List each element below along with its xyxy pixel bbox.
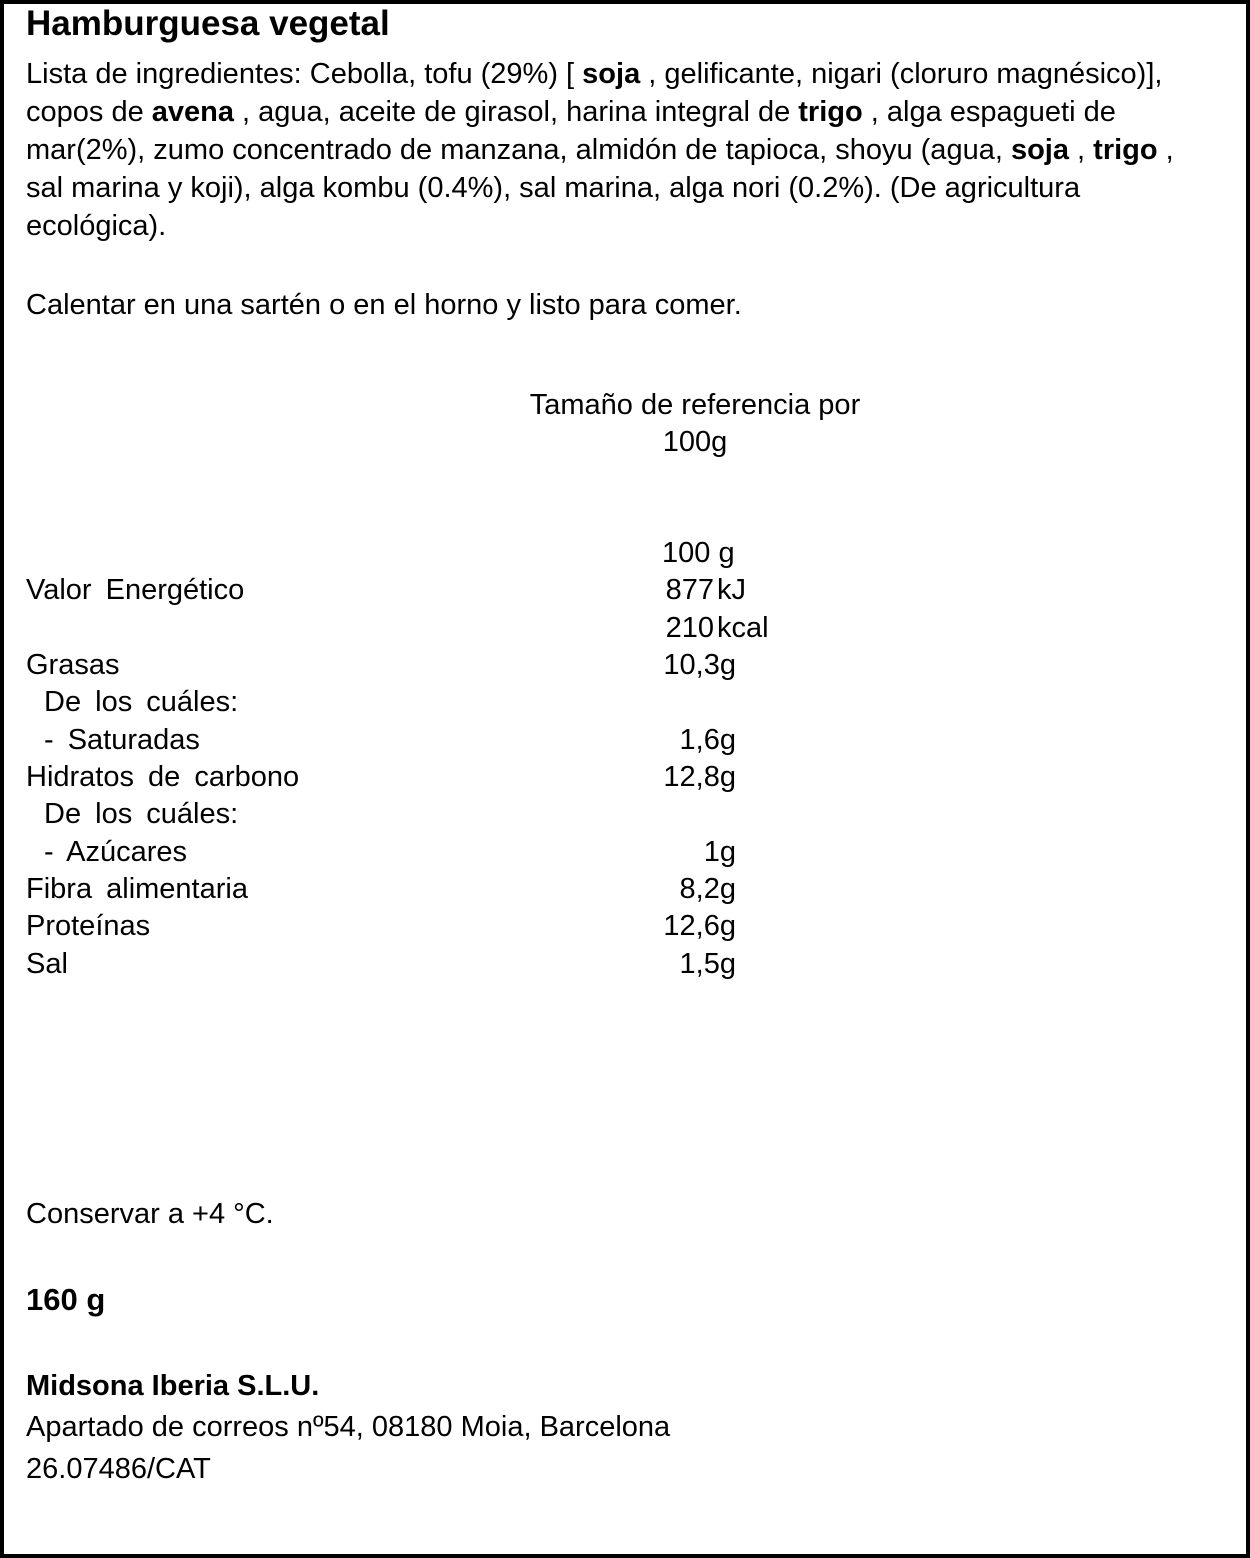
allergen-trigo: trigo (798, 96, 863, 128)
nutrition-label: - Azúcares (44, 836, 187, 868)
nutrition-label: - Saturadas (44, 724, 200, 756)
nutrition-value: 1,6g (679, 724, 736, 756)
nutrition-value: 12,8g (663, 761, 736, 793)
nutrition-value: 12,6g (663, 910, 736, 942)
nutrition-label: De los cuáles: (44, 798, 239, 830)
energy-kj-unit: kJ (717, 574, 746, 606)
nutrition-label-energy: Valor Energético (26, 574, 245, 606)
nutrition-label: Sal (26, 948, 68, 980)
ingredients-text: , gelificante, nigari (cloruro magnésico)], copos de (26, 58, 1163, 128)
nutrition-value: 1,5g (679, 948, 736, 980)
allergen-trigo: trigo (1093, 134, 1158, 166)
nutrition-label: Fibra alimentaria (26, 873, 248, 905)
nutrition-label: Proteínas (26, 910, 151, 942)
net-weight: 160 g (26, 1282, 106, 1317)
storage-instructions: Conservar a +4 °C. (26, 1198, 274, 1230)
nutrition-column-header: 100 g (662, 537, 735, 569)
nutrition-label: De los cuáles: (44, 686, 239, 718)
energy-kcal-unit: kcal (717, 612, 769, 644)
ingredients-list (26, 55, 1216, 245)
allergen-soja: soja (582, 58, 641, 90)
company-address: Apartado de correos nº54, 08180 Moia, Barcelona (26, 1411, 671, 1443)
ingredients-label: Lista de ingredientes: (26, 58, 302, 90)
ingredients-text: , agua, aceite de girasol, harina integral de (234, 96, 799, 128)
registry-number: 26.07486/CAT (26, 1453, 211, 1485)
nutrition-label: Grasas (26, 649, 120, 681)
energy-kcal-value: 210 (665, 612, 714, 644)
allergen-soja: soja (1010, 134, 1069, 166)
nutrition-reference-title: Tamaño de referencia por 100g (529, 389, 861, 458)
product-title: Hamburguesa vegetal (26, 4, 390, 43)
energy-kj-value: 877 (665, 574, 714, 606)
nutrition-value: 8,2g (679, 873, 736, 905)
ingredients-text: , (1068, 134, 1094, 166)
company-name: Midsona Iberia S.L.U. (26, 1370, 320, 1402)
nutrition-value: 10,3g (663, 649, 736, 681)
allergen-avena: avena (151, 96, 234, 128)
ingredients-text: , sal marina y koji), alga kombu (0.4%), sal marina, alga nori (0.2%). (De agricultura ecológica). (26, 134, 1174, 242)
nutrition-value: 1g (703, 836, 736, 868)
preparation-instructions: Calentar en una sartén o en el horno y listo para comer. (26, 289, 742, 321)
nutrition-label: Hidratos de carbono (26, 761, 300, 793)
ingredients-text: , alga espagueti de mar(2%), zumo concentrado de manzana, almidón de tapioca, shoyu (agua, (26, 96, 1116, 166)
ingredients-text: Cebolla, tofu (29%) [ (301, 58, 583, 90)
